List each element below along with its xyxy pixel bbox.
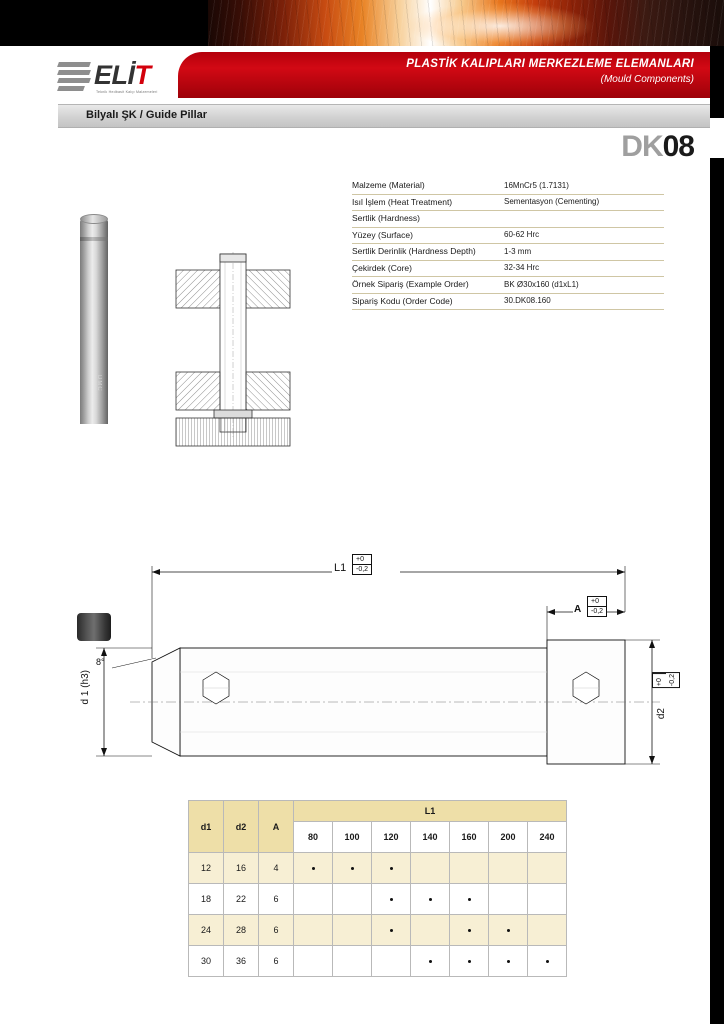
spec-row <box>352 228 664 245</box>
table-group-header-l1: L1 <box>294 801 567 822</box>
cell-mark <box>450 884 489 915</box>
pillar-top-face <box>80 214 108 224</box>
page-code-number: 08 <box>662 130 694 163</box>
right-edge-bar-gap <box>710 118 724 158</box>
cell-d2: 28 <box>224 915 259 946</box>
cell-d2: 16 <box>224 853 259 884</box>
header-red-band <box>178 52 710 98</box>
section-title-band <box>58 104 710 128</box>
cell-d2: 22 <box>224 884 259 915</box>
cell-mark <box>294 884 333 915</box>
table-col-d1: d1 <box>189 801 224 853</box>
dim-d2-tolerance <box>652 672 680 688</box>
spec-key: Sipariş Kodu (Order Code) <box>352 295 453 306</box>
cell-mark <box>333 884 372 915</box>
spec-row <box>352 244 664 261</box>
table-row <box>189 853 567 884</box>
banner-streaks-overlay <box>200 0 724 46</box>
cell-d1: 12 <box>189 853 224 884</box>
table-row <box>189 946 567 977</box>
cell-mark <box>294 946 333 977</box>
spec-row <box>352 261 664 278</box>
cell-a: 6 <box>259 884 294 915</box>
table-l1-value: 80 <box>294 822 333 853</box>
table-l1-value: 160 <box>450 822 489 853</box>
spec-value: 30.DK08.160 <box>504 296 551 305</box>
logo-text-tail: T <box>134 60 151 90</box>
specification-table <box>352 178 664 310</box>
main-technical-drawing <box>60 520 680 790</box>
dim-a-label: A <box>574 604 582 615</box>
right-edge-bar <box>710 46 724 1024</box>
cell-mark <box>372 853 411 884</box>
table-l1-value: 200 <box>489 822 528 853</box>
table-col-a: A <box>259 801 294 853</box>
cell-mark <box>489 915 528 946</box>
dim-a-tol-top: +0 <box>588 597 606 607</box>
cell-mark <box>333 946 372 977</box>
spec-row <box>352 178 664 195</box>
cell-a: 6 <box>259 915 294 946</box>
dim-d2-tol-bottom: -0,2 <box>669 674 676 687</box>
dim-d2-label: d2 <box>656 708 667 720</box>
cell-d1: 30 <box>189 946 224 977</box>
header-title-line2: (Mould Components) <box>600 74 694 85</box>
cell-mark <box>450 915 489 946</box>
cell-a: 4 <box>259 853 294 884</box>
dim-l1-tolerance <box>352 554 372 575</box>
spec-value: Sementasyon (Cementing) <box>504 197 600 206</box>
cell-mark <box>372 884 411 915</box>
spec-value: 60-62 Hrc <box>504 230 540 239</box>
cell-mark <box>333 853 372 884</box>
spec-key: Çekirdek (Core) <box>352 262 412 273</box>
cell-d1: 24 <box>189 915 224 946</box>
spec-key: Isıl İşlem (Heat Treatment) <box>352 196 453 207</box>
cell-mark <box>333 915 372 946</box>
page-code-prefix: DK <box>621 130 663 163</box>
cell-mark <box>411 884 450 915</box>
spec-value: BK Ø30x160 (d1xL1) <box>504 279 579 289</box>
top-banner <box>0 0 724 46</box>
cell-mark <box>411 946 450 977</box>
table-col-d2: d2 <box>224 801 259 853</box>
dim-d1-label: d 1 (h3) <box>80 670 91 705</box>
logo-text <box>94 60 151 91</box>
table-header-row <box>189 801 567 822</box>
cell-mark <box>528 853 567 884</box>
cell-mark <box>528 884 567 915</box>
cell-mark <box>489 946 528 977</box>
cell-mark <box>411 915 450 946</box>
pillar-engraving-text: DMC <box>96 375 102 392</box>
dim-d2-tol-top: +0 <box>653 673 666 687</box>
spec-key: Örnek Sipariş (Example Order) <box>352 279 469 289</box>
dim-l1-tol-top: +0 <box>353 555 371 565</box>
banner-black-block <box>0 0 208 46</box>
pillar-groove <box>80 237 108 241</box>
table-l1-value: 120 <box>372 822 411 853</box>
company-logo <box>58 58 178 100</box>
header-title-line1: PLASTİK KALIPLARI MERKEZLEME ELEMANLARI <box>406 58 694 70</box>
dim-l1-tol-bottom: -0,2 <box>356 566 369 573</box>
cell-mark <box>489 853 528 884</box>
section-title-text: Bilyalı ŞK / Guide Pillar <box>86 109 208 121</box>
cell-mark <box>489 884 528 915</box>
cell-mark <box>372 915 411 946</box>
page-code <box>621 130 694 164</box>
spec-key: Yüzey (Surface) <box>352 229 413 240</box>
spec-value: 32-34 Hrc <box>504 263 540 272</box>
table-l1-value: 240 <box>528 822 567 853</box>
table-row <box>189 915 567 946</box>
section-assembly-drawing <box>170 248 300 453</box>
cell-a: 6 <box>259 946 294 977</box>
cell-mark <box>294 853 333 884</box>
cell-mark <box>528 946 567 977</box>
spec-row <box>352 195 664 212</box>
cell-mark <box>411 853 450 884</box>
dimension-table <box>188 800 567 977</box>
spec-value: 1-3 mm <box>504 246 532 256</box>
cell-mark <box>372 946 411 977</box>
cell-mark <box>528 915 567 946</box>
spec-row <box>352 211 664 228</box>
spec-row <box>352 294 664 311</box>
dim-angle-label: 8° <box>96 657 105 667</box>
table-row <box>189 884 567 915</box>
spec-value: 16MnCr5 (1.7131) <box>504 180 569 190</box>
spec-row <box>352 277 664 294</box>
logo-tagline: Teknik Hedbasit Kalıp Malzemeleri <box>96 90 158 94</box>
cell-mark <box>294 915 333 946</box>
cell-mark <box>450 853 489 884</box>
spec-key: Sertlik (Hardness) <box>352 213 421 223</box>
dim-a-tolerance <box>587 596 607 617</box>
cell-mark <box>450 946 489 977</box>
table-l1-value: 100 <box>333 822 372 853</box>
dim-l1-label: L1 <box>334 562 347 574</box>
cell-d2: 36 <box>224 946 259 977</box>
table-l1-value: 140 <box>411 822 450 853</box>
spec-key: Malzeme (Material) <box>352 180 425 190</box>
dim-a-tol-bottom: -0,2 <box>591 608 604 615</box>
product-photo <box>74 205 118 450</box>
logo-bars-icon <box>58 62 92 92</box>
spec-key: Sertlik Derinlik (Hardness Depth) <box>352 246 476 256</box>
cell-d1: 18 <box>189 884 224 915</box>
logo-text-main: ELİ <box>94 60 135 90</box>
